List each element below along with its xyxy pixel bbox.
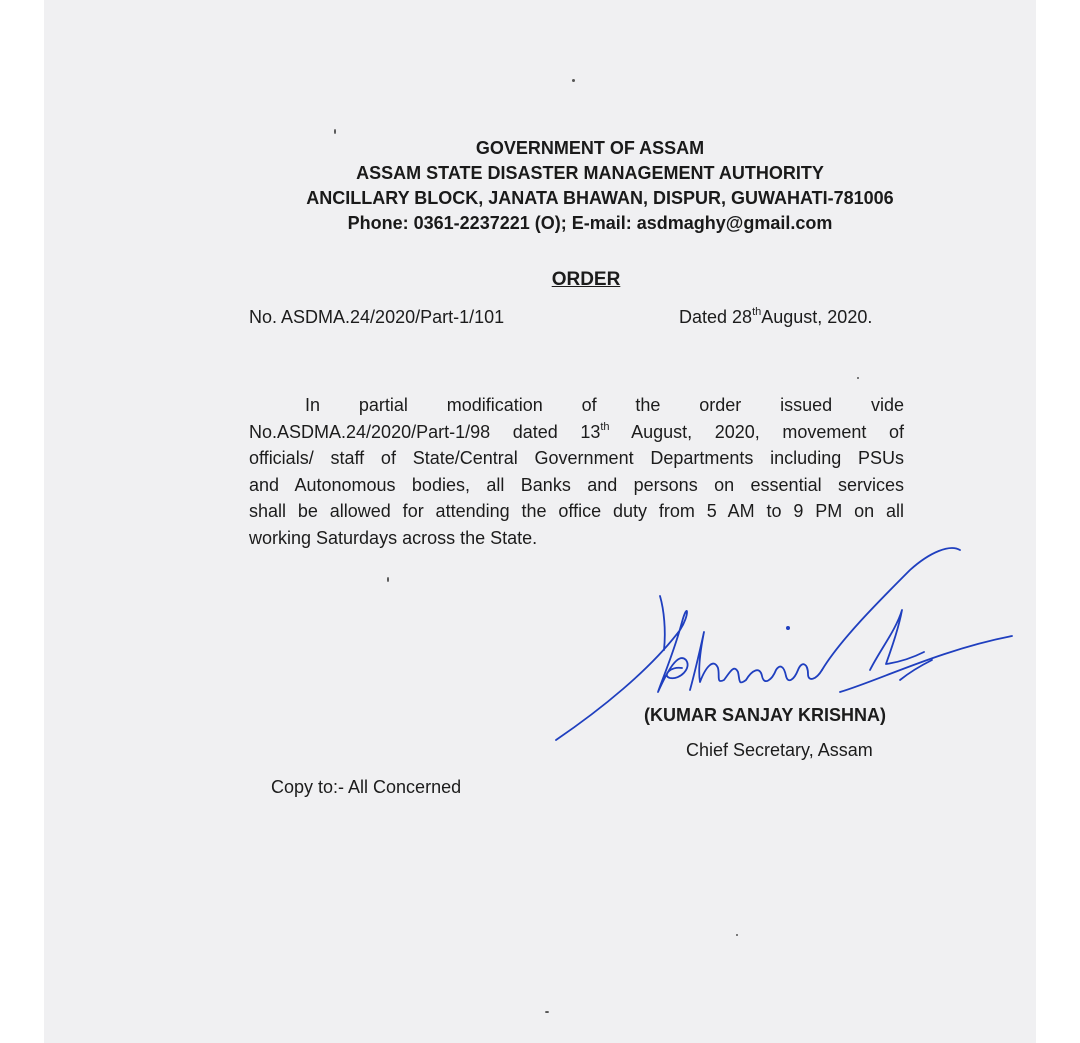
order-date-ordinal: th xyxy=(752,306,762,318)
body-line: In partial modification of the order issued vide xyxy=(305,395,904,415)
signatory-designation: Chief Secretary, Assam xyxy=(686,740,873,760)
signatory-name: (KUMAR SANJAY KRISHNA) xyxy=(644,705,887,725)
body-line-part: No.ASDMA.24/2020/Part-1/98 dated 13 xyxy=(249,421,601,442)
letterhead-contact: Phone: 0361-2237221 (O); E-mail: asdmaghy@gmail.com xyxy=(347,213,833,233)
body-line: shall be allowed for attending the office duty from 5 AM to 9 PM on all xyxy=(249,501,904,521)
order-reference-number: No. ASDMA.24/2020/Part-1/101 xyxy=(249,307,505,327)
scan-speck xyxy=(387,577,389,582)
letterhead-authority: ASSAM STATE DISASTER MANAGEMENT AUTHORITY xyxy=(356,163,824,183)
scan-speck xyxy=(545,1011,549,1013)
letterhead-address: ANCILLARY BLOCK, JANATA BHAWAN, DISPUR, GUWAHATI-781006 xyxy=(306,188,894,208)
order-title: ORDER xyxy=(551,269,621,290)
body-line-part: August, 2020, movement of xyxy=(609,421,904,442)
scan-speck xyxy=(857,377,859,379)
body-line: working Saturdays across the State. xyxy=(249,527,538,548)
letterhead-government: GOVERNMENT OF ASSAM xyxy=(475,138,705,158)
order-body xyxy=(249,392,904,551)
body-line-ordinal: th xyxy=(600,420,610,433)
body-line: and Autonomous bodies, all Banks and persons on essential services xyxy=(249,474,904,495)
body-line: officials/ staff of State/Central Government Departments including PSUs xyxy=(249,448,904,468)
order-date-prefix: Dated 28 xyxy=(679,307,753,327)
order-date xyxy=(679,307,872,328)
letterhead xyxy=(240,136,940,236)
order-date-suffix: August, 2020. xyxy=(761,307,873,327)
scan-speck xyxy=(334,129,336,134)
page-margin xyxy=(1036,0,1080,1043)
copy-to: Copy to:- All Concerned xyxy=(271,777,462,797)
body-line xyxy=(249,419,904,446)
scan-speck xyxy=(572,79,575,82)
scan-speck xyxy=(736,934,738,936)
